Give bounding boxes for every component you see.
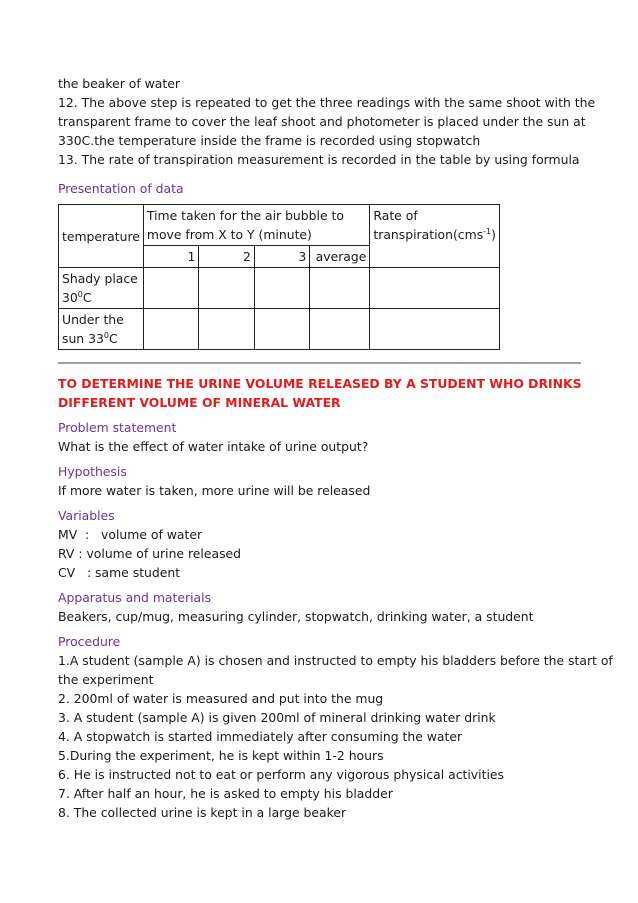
- procedure-step: 8. The collected urine is kept in a large beaker: [58, 805, 347, 820]
- intro-line: 330C.the temperature inside the frame is recorded using stopwatch: [58, 133, 481, 148]
- table-cell: [143, 268, 198, 309]
- apparatus-text: Beakers, cup/mug, measuring cylinder, stopwatch, drinking water, a student: [58, 609, 534, 624]
- table-cell: [143, 309, 198, 350]
- rate-header: [370, 205, 500, 268]
- row-label: [59, 268, 144, 309]
- time-header: [143, 205, 370, 246]
- intro-line: 13. The rate of transpiration measurement is recorded in the table by using formula: [58, 152, 580, 167]
- sub-header-3: 3: [254, 246, 309, 268]
- row-label-text: Shady place 30: [62, 271, 138, 305]
- table-cell: [310, 309, 370, 350]
- rate-header-end: ): [491, 227, 496, 242]
- variable-item: MV : volume of water: [58, 527, 203, 542]
- problem-heading: Problem statement: [58, 420, 177, 435]
- section-title: DIFFERENT VOLUME OF MINERAL WATER: [58, 395, 341, 410]
- procedure-heading: Procedure: [58, 634, 121, 649]
- row-label: [59, 309, 144, 350]
- row-label-text: Under the sun 33: [62, 312, 124, 346]
- rate-header-sup: -1: [483, 226, 492, 236]
- row-label-sup: 0: [103, 330, 109, 340]
- procedure-step: 3. A student (sample A) is given 200ml of mineral drinking water drink: [58, 710, 496, 725]
- apparatus-heading: Apparatus and materials: [58, 590, 212, 605]
- procedure-step: 7. After half an hour, he is asked to empty his bladder: [58, 786, 393, 801]
- urine-experiment-section: [58, 374, 613, 822]
- hypothesis-text: If more water is taken, more urine will be released: [58, 483, 371, 498]
- rate-header-text: Rate of transpiration(cms: [373, 208, 484, 242]
- table-row: [59, 268, 500, 309]
- table-cell: [310, 268, 370, 309]
- row-label-unit: C: [82, 290, 92, 305]
- procedure-step: 5.During the experiment, he is kept within 1-2 hours: [58, 748, 384, 763]
- time-header-text: Time taken for the air bubble to move from X to Y (minute): [146, 208, 344, 242]
- procedure-step: 2. 200ml of water is measured and put into the mug: [58, 691, 384, 706]
- variable-item: CV : same student: [58, 565, 181, 580]
- transpiration-table: [58, 204, 500, 350]
- variable-item: RV : volume of urine released: [58, 546, 242, 561]
- section-title: TO DETERMINE THE URINE VOLUME RELEASED BY A STUDENT WHO DRINKS: [58, 376, 582, 391]
- sub-header-average: average: [310, 246, 370, 268]
- sub-header-1: 1: [143, 246, 198, 268]
- table-cell: [254, 268, 309, 309]
- procedure-step: 1.A student (sample A) is chosen and instructed to empty his bladders before the start of: [58, 653, 613, 668]
- procedure-step: the experiment: [58, 672, 154, 687]
- row-label-sup: 0: [77, 289, 83, 299]
- hypothesis-heading: Hypothesis: [58, 464, 127, 479]
- problem-text: What is the effect of water intake of urine output?: [58, 439, 369, 454]
- intro-line: 12. The above step is repeated to get the three readings with the same shoot with the: [58, 95, 596, 110]
- table-cell: [199, 309, 254, 350]
- variables-heading: Variables: [58, 508, 115, 523]
- procedure-step: 6. He is instructed not to eat or perform any vigorous physical activities: [58, 767, 504, 782]
- table-row: [59, 309, 500, 350]
- presentation-heading: Presentation of data: [58, 181, 184, 196]
- procedure-step: 4. A stopwatch is started immediately after consuming the water: [58, 729, 463, 744]
- table-cell: [199, 268, 254, 309]
- table-cell: [370, 268, 500, 309]
- row-label-unit: C: [108, 331, 118, 346]
- temperature-header: [59, 205, 144, 268]
- table-cell: [370, 309, 500, 350]
- sub-header-2: 2: [199, 246, 254, 268]
- section-divider: [58, 362, 581, 364]
- temperature-header-text: temperature: [62, 228, 140, 244]
- intro-line: the beaker of water: [58, 76, 180, 91]
- intro-line: transparent frame to cover the leaf shoot and photometer is placed under the sun at: [58, 114, 586, 129]
- document-page: [58, 74, 596, 350]
- table-cell: [254, 309, 309, 350]
